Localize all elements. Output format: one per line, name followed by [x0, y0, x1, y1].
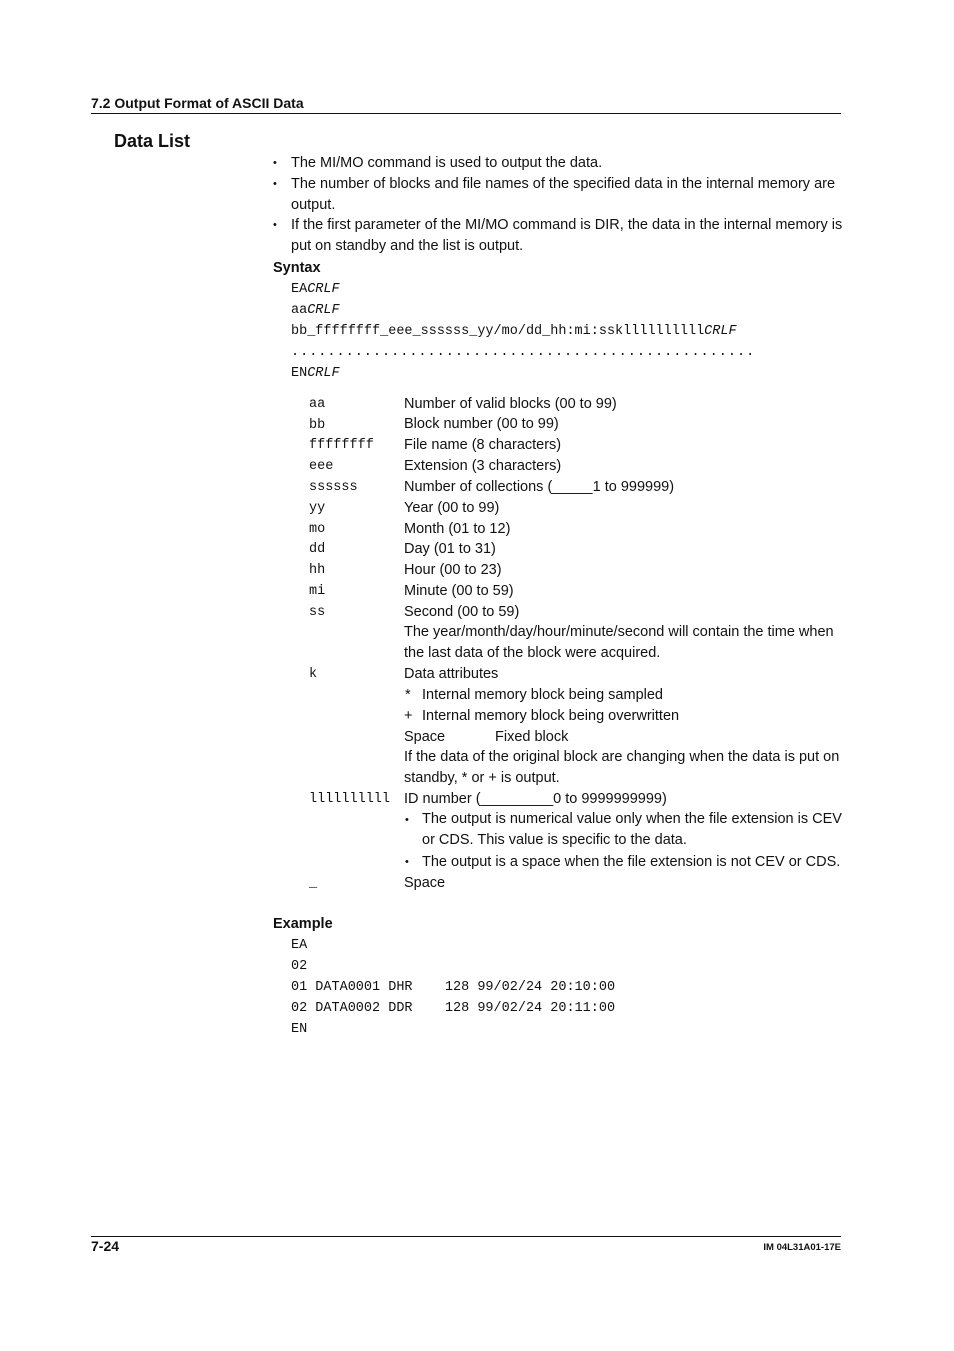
syntax-line: EACRLF — [291, 282, 340, 297]
intro-item: The number of blocks and file names of the specified data in the internal memory are output. — [291, 176, 836, 213]
param-code: eee — [309, 459, 334, 474]
bullet-icon: • — [273, 157, 277, 169]
example-line: 01 DATA0001 DHR 128 99/02/24 20:10:00 — [291, 980, 616, 995]
example-line: EN — [291, 1022, 308, 1037]
param-code: mi — [309, 584, 326, 599]
param-desc: Number of valid blocks (00 to 99) — [404, 396, 617, 412]
param-desc: Space — [404, 875, 446, 891]
attr-symbol: * — [405, 687, 411, 703]
attr-text: Fixed block — [495, 729, 569, 745]
param-desc: Extension (3 characters) — [404, 458, 562, 474]
param-code: dd — [309, 542, 326, 557]
param-code: hh — [309, 563, 326, 578]
syntax-line: ................................................... — [291, 345, 756, 360]
param-code: bb — [309, 418, 326, 433]
param-code: aa — [309, 397, 326, 412]
id-bullet: The output is a space when the file extension is not CEV or CDS. — [422, 854, 841, 870]
param-code: mo — [309, 522, 326, 537]
time-note: The year/month/day/hour/minute/second will contain the time when the last data of the block were acquired. — [404, 624, 834, 661]
param-code: yy — [309, 501, 326, 516]
intro-item: If the first parameter of the MI/MO command is DIR, the data in the internal memory is put on standby and the list is output. — [291, 217, 843, 254]
bullet-icon: • — [273, 219, 277, 231]
attr-symbol: + — [404, 708, 413, 724]
param-code: k — [309, 667, 318, 682]
attr-text: Internal memory block being overwritten — [422, 708, 680, 724]
param-desc: Year (00 to 99) — [404, 500, 500, 516]
syntax-heading: Syntax — [273, 260, 321, 276]
attr-note: If the data of the original block are changing when the data is put on standby, * or + is output. — [404, 749, 840, 786]
example-line: 02 — [291, 959, 308, 974]
attr-text: Internal memory block being sampled — [422, 687, 663, 703]
param-desc: Month (01 to 12) — [404, 521, 511, 537]
section-header: 7.2 Output Format of ASCII Data — [91, 95, 304, 111]
param-desc: Data attributes — [404, 666, 499, 682]
param-desc: Number of collections (_____1 to 999999) — [404, 479, 675, 495]
param-code: llllllllll — [309, 792, 391, 807]
param-code: ss — [309, 605, 326, 620]
bullet-icon: • — [273, 178, 277, 190]
id-bullet: The output is numerical value only when the file extension is CEV or CDS. This value is specific to the data. — [422, 811, 842, 848]
attr-symbol: Space — [404, 729, 446, 745]
param-desc: Minute (00 to 59) — [404, 583, 514, 599]
syntax-line: ENCRLF — [291, 366, 340, 381]
param-desc: Second (00 to 59) — [404, 604, 520, 620]
param-desc: ID number (_________0 to 9999999999) — [404, 791, 667, 807]
param-code: _ — [309, 876, 318, 891]
param-desc: File name (8 characters) — [404, 437, 562, 453]
bullet-icon: • — [405, 814, 409, 826]
example-line: EA — [291, 938, 308, 953]
param-desc: Block number (00 to 99) — [404, 416, 559, 432]
doc-id: IM 04L31A01-17E — [763, 1242, 841, 1253]
example-heading: Example — [273, 916, 333, 932]
param-desc: Hour (00 to 23) — [404, 562, 502, 578]
page-title: Data List — [114, 131, 191, 151]
footer-rule — [91, 1236, 841, 1237]
syntax-line: aaCRLF — [291, 303, 340, 318]
bullet-icon: • — [405, 856, 409, 868]
syntax-line: bb_ffffffff_eee_ssssss_yy/mo/dd_hh:mi:sskllllllllllCRLF — [291, 324, 737, 339]
param-code: ssssss — [309, 480, 358, 495]
param-code: ffffffff — [309, 438, 374, 453]
header-rule — [91, 113, 841, 114]
example-line: 02 DATA0002 DDR 128 99/02/24 20:11:00 — [291, 1001, 616, 1016]
param-desc: Day (01 to 31) — [404, 541, 496, 557]
page-number: 7-24 — [91, 1238, 120, 1254]
intro-item: The MI/MO command is used to output the data. — [291, 155, 603, 171]
